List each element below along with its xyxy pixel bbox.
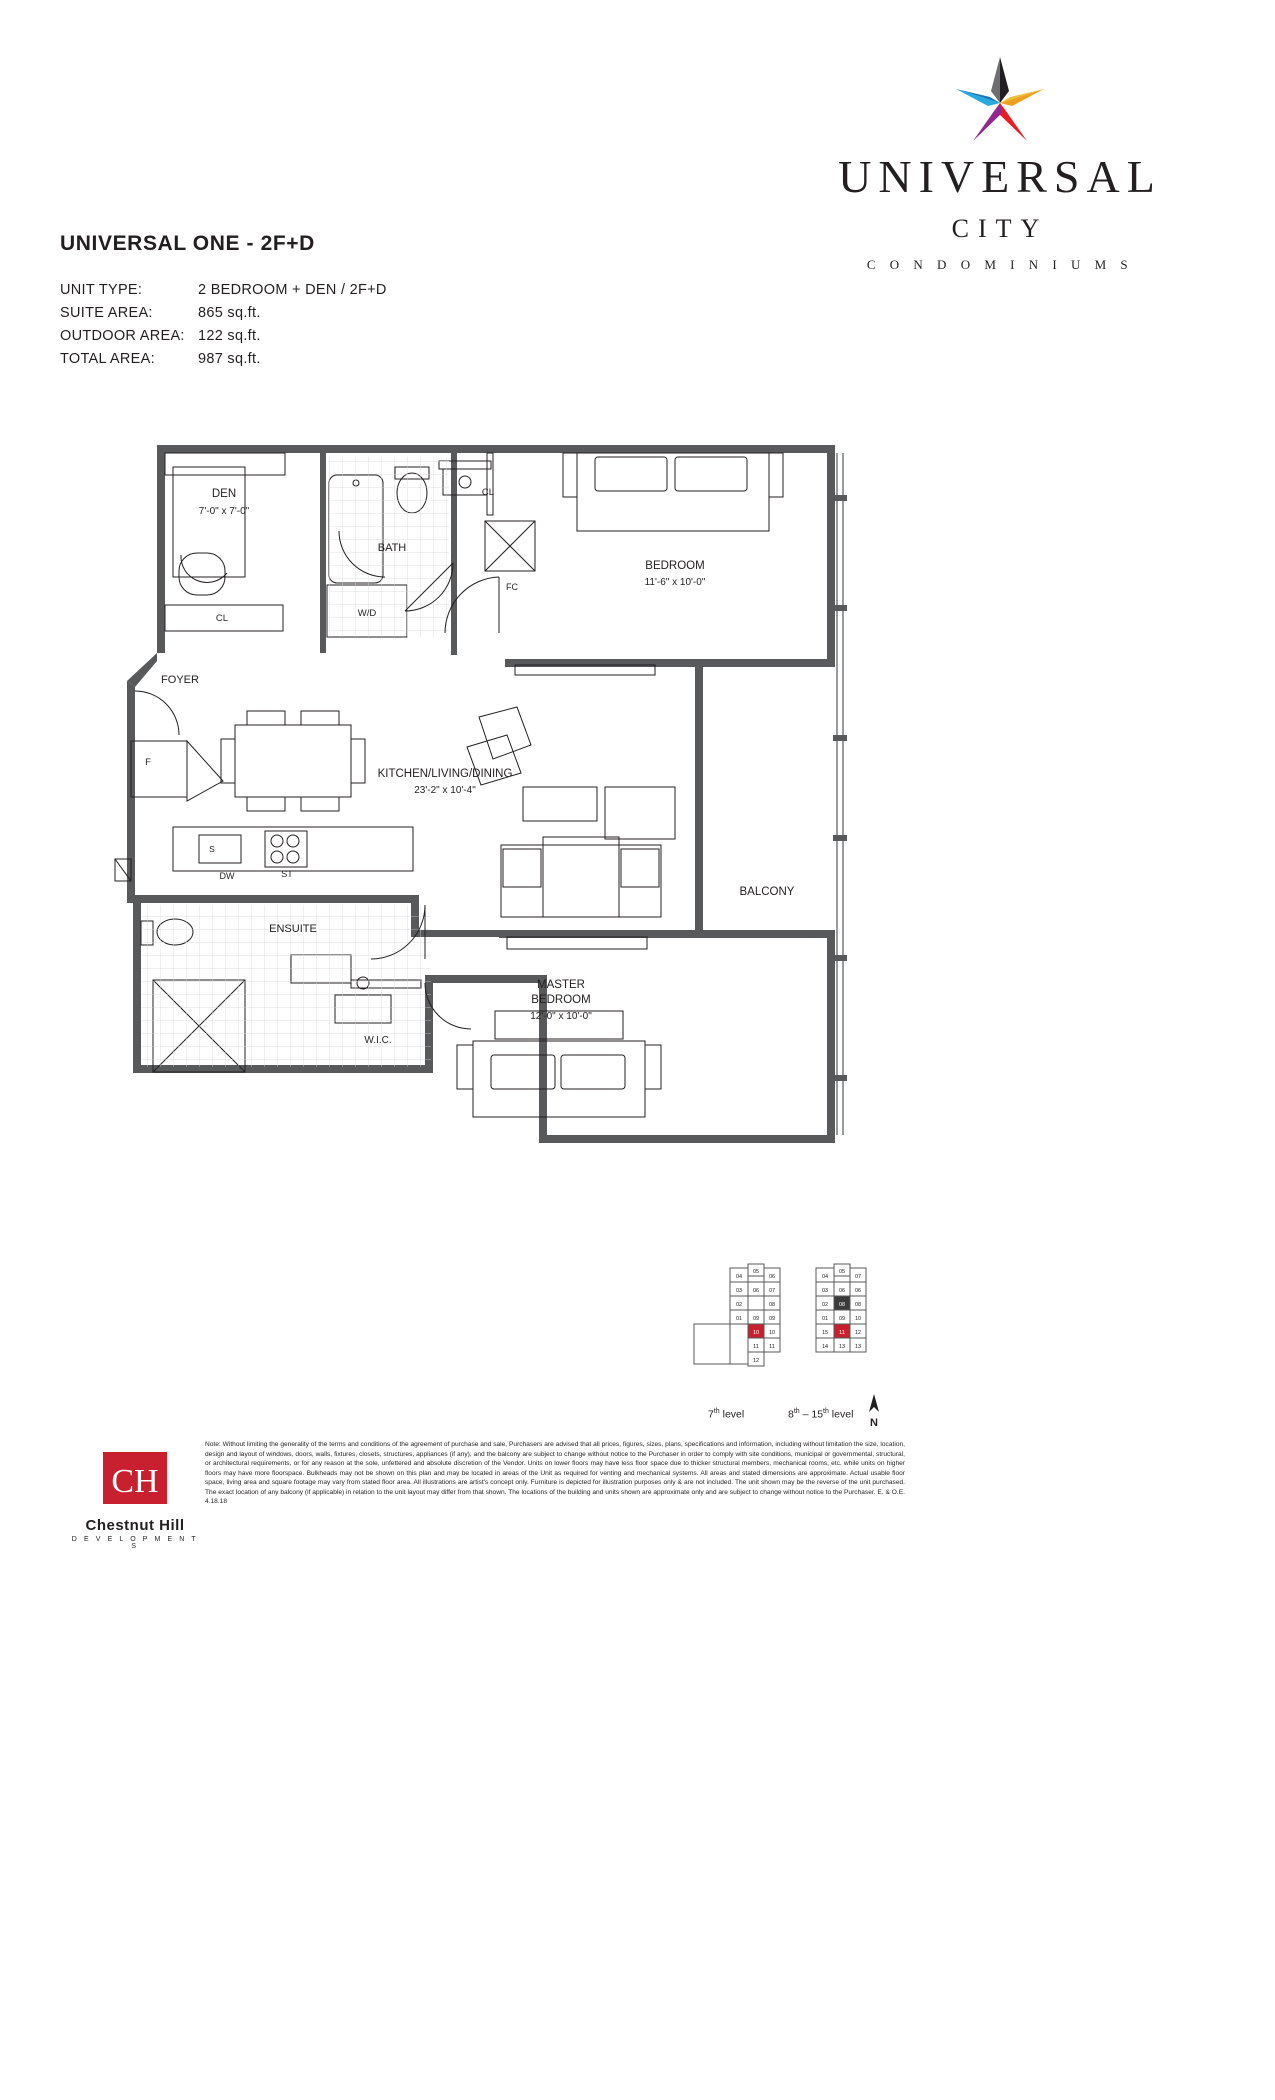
svg-text:11: 11 [753, 1344, 759, 1350]
svg-text:06: 06 [838, 1288, 846, 1294]
spec-value: 122 sq.ft. [198, 328, 261, 344]
room-label-ensuite: ENSUITE [269, 923, 317, 935]
svg-text:11: 11 [839, 1330, 845, 1336]
table-row [60, 282, 387, 298]
room-label-kitchen-living-dining: KITCHEN/LIVING/DINING [377, 768, 513, 780]
svg-text:05: 05 [838, 1269, 846, 1275]
unit-spec-table [60, 282, 387, 374]
appliance-label-sink: S [209, 844, 215, 854]
spec-label: TOTAL AREA: [60, 351, 155, 367]
svg-text:14: 14 [821, 1344, 829, 1350]
appliance-label-dw: DW [219, 871, 235, 881]
spec-label: UNIT TYPE: [60, 282, 143, 298]
room-label-wic: W.I.C. [364, 1035, 392, 1046]
svg-text:07: 07 [768, 1288, 776, 1294]
svg-text:03: 03 [821, 1288, 829, 1294]
floorplan-drawing [95, 435, 875, 1195]
svg-text:11: 11 [769, 1344, 775, 1350]
room-dims-kitchen-living-dining: 23'-2" x 10'-4" [414, 785, 476, 796]
svg-text:03: 03 [735, 1288, 743, 1294]
svg-text:05: 05 [752, 1269, 760, 1275]
keyplan-level-left: 7th level [708, 1408, 745, 1421]
star-icon [820, 55, 1180, 150]
spec-value: 2 BEDROOM + DEN / 2F+D [198, 282, 387, 298]
svg-text:06: 06 [752, 1288, 760, 1294]
appliance-label-st: ST [281, 869, 293, 879]
room-label-cl-left: CL [215, 613, 229, 624]
keyplan-level-right: 8th – 15th level [788, 1408, 854, 1421]
room-label-cl-top: CL [481, 487, 495, 498]
room-dims-master: 12'-0" x 10'-0" [530, 1011, 592, 1022]
svg-text:01: 01 [735, 1316, 743, 1322]
svg-text:13: 13 [838, 1344, 846, 1350]
table-row [60, 351, 387, 367]
spec-label: OUTDOOR AREA: [60, 328, 185, 344]
svg-text:07: 07 [854, 1274, 862, 1280]
svg-text:01: 01 [821, 1316, 829, 1322]
room-label-master-2: BEDROOM [531, 994, 591, 1006]
developer-name: Chestnut Hill [85, 1517, 185, 1534]
svg-text:04: 04 [821, 1274, 829, 1280]
logo-condominiums: C O N D O M I N I U M S [866, 257, 1134, 272]
svg-text:09: 09 [752, 1316, 760, 1322]
table-row [60, 305, 387, 321]
universal-city-logo [820, 55, 1180, 273]
svg-text:CH: CH [111, 1463, 159, 1500]
room-label-den: DEN [211, 488, 237, 500]
chestnut-hill-logo [70, 1450, 200, 1550]
svg-text:06: 06 [854, 1288, 862, 1294]
logo-city: CITY [951, 214, 1049, 243]
room-label-balcony: BALCONY [739, 886, 795, 898]
svg-text:09: 09 [838, 1316, 846, 1322]
room-label-wd: W/D [357, 608, 377, 619]
spec-value: 865 sq.ft. [198, 305, 261, 321]
svg-text:15: 15 [821, 1330, 829, 1336]
room-label-bath: BATH [377, 542, 407, 554]
room-dims-bedroom: 11'-6" x 10'-0" [644, 577, 706, 588]
room-label-bedroom: BEDROOM [645, 560, 705, 572]
legal-note: Note: Without limiting the generality of the terms and conditions of the agreement of purchase and sale, Purchasers are advised that all prices, figures, sizes, plans, specifications and information, including without limitation the size, location, design and layout of windows, doors, walls, fixtures, closets, structures, appliances (if any), and the balcony are subject to change without notice to the Purchaser in order to comply with site conditions, municipal or governmental, structural, or architectural requirements, or for any reason at the sole, unfettered and absolute discretion of the Vendor. Units on lower floors may have less floor space due to thicker structural members, mechanical rooms, etc. while units on higher floors may have more floorspace. Bulkheads may not be shown on this plan and may be located in areas of the Unit as required for venting and mechanical systems. All areas and stated dimensions are approximate. Actual usable floor space, living area and square footage may vary from stated floor area. All illustrations are artist's concept only. Furniture is depicted for illustration purposes only & are not included. The unit shown may be the reverse of the unit purchased. The exact location of any balcony (if applicable) in relation to the unit layout may differ from that shown. The locations of the building and units shown are approximate only and are subject to change without notice to the Purchaser. E. & O.E. 4.18.18 [205, 1441, 905, 1506]
appliance-label-fridge: F [145, 757, 151, 768]
svg-text:08: 08 [768, 1302, 776, 1308]
svg-text:08: 08 [854, 1302, 862, 1308]
svg-text:02: 02 [735, 1302, 743, 1308]
room-label-fc: FC [506, 582, 518, 592]
svg-text:10: 10 [752, 1330, 760, 1336]
svg-text:06: 06 [768, 1274, 776, 1280]
spec-label: SUITE AREA: [60, 305, 153, 321]
spec-value: 987 sq.ft. [198, 351, 261, 367]
svg-text:10: 10 [768, 1330, 776, 1336]
svg-text:12: 12 [854, 1330, 862, 1336]
svg-text:08: 08 [838, 1302, 846, 1308]
svg-text:04: 04 [735, 1274, 743, 1280]
room-label-master-1: MASTER [537, 979, 585, 991]
page-title: UNIVERSAL ONE - 2F+D [60, 232, 315, 255]
svg-text:13: 13 [854, 1344, 862, 1350]
developer-subtitle: D E V E L O P M E N T S [71, 1536, 199, 1550]
svg-text:N: N [870, 1417, 878, 1429]
ch-monogram-icon [95, 1450, 175, 1508]
logo-title: UNIVERSAL [838, 151, 1162, 202]
svg-text:10: 10 [854, 1316, 862, 1322]
svg-text:12: 12 [752, 1358, 760, 1364]
table-row [60, 328, 387, 344]
room-label-foyer: FOYER [161, 674, 199, 686]
room-dims-den: 7'-0" x 7'-0" [198, 506, 250, 517]
svg-text:09: 09 [768, 1316, 776, 1322]
svg-text:02: 02 [821, 1302, 829, 1308]
